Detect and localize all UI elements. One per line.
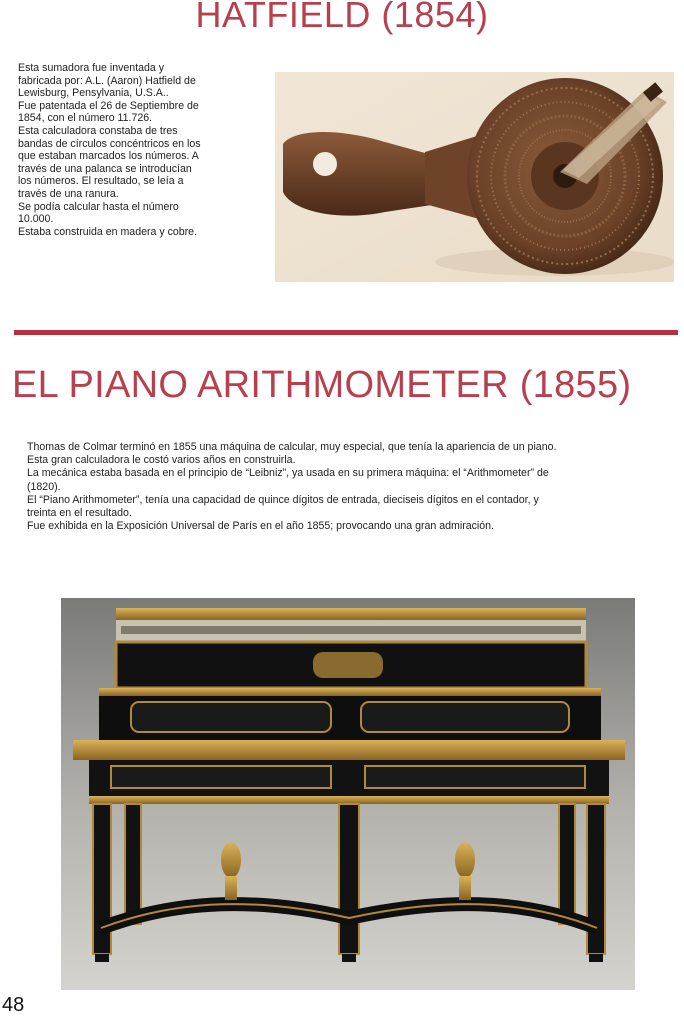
text-line: El “Piano Arithmometer”, tenía una capacidad de quince dígitos de entrada, dieciseis dígitos en el contador, y xyxy=(27,493,539,506)
text-line: Lewisburg, Pensylvania, U.S.A.. xyxy=(18,87,169,100)
text-line: (1820). xyxy=(27,480,61,493)
text-line: fabricada por: A.L. (Aaron) Hatfield de xyxy=(18,74,196,87)
section-divider xyxy=(14,330,678,335)
text-line: los números. El resultado, se leía a xyxy=(18,175,184,188)
hatfield-calculator-photo xyxy=(275,72,674,282)
piano-arithmometer-photo xyxy=(61,598,635,990)
section-title-piano-arithmometer: EL PIANO ARITHMOMETER (1855) xyxy=(12,364,632,406)
section-title-hatfield: HATFIELD (1854) xyxy=(195,0,489,35)
text-line: que estaban marcados los números. A xyxy=(18,150,199,163)
text-line: Fue patentada el 26 de Septiembre de xyxy=(18,99,199,112)
hatfield-description xyxy=(18,62,250,238)
text-line: Esta sumadora fue inventada y xyxy=(18,62,165,74)
text-line: Esta gran calculadora le costó varios años en construirla. xyxy=(27,454,296,467)
page-number: 48 xyxy=(2,994,25,1016)
piano-arithmometer-description xyxy=(27,441,667,533)
text-line: través de una palanca se introducían xyxy=(18,162,192,175)
text-line: 1854, con el número 11.726. xyxy=(18,112,153,125)
text-line: 10.000. xyxy=(18,213,54,226)
text-line: Fue exhibida en la Exposición Universal de París en el año 1855; provocando una gran admiración. xyxy=(27,520,495,533)
text-line: través de una ranura. xyxy=(18,187,119,200)
text-line: Estaba construida en madera y cobre. xyxy=(18,225,198,238)
text-line: Se podía calcular hasta el número xyxy=(18,200,179,213)
text-line: Thomas de Colmar terminó en 1855 una máquina de calcular, muy especial, que tenía la apariencia de un piano. xyxy=(27,441,557,453)
text-line: La mecánica estaba basada en el principio de “Leibniz”, ya usada en su primera máquina: el “Arithmometer” de xyxy=(27,467,549,480)
text-line: bandas de círculos concéntricos en los xyxy=(18,137,201,150)
text-line: Esta calculadora constaba de tres xyxy=(18,124,178,137)
text-line: treinta en el resultado. xyxy=(27,507,132,520)
